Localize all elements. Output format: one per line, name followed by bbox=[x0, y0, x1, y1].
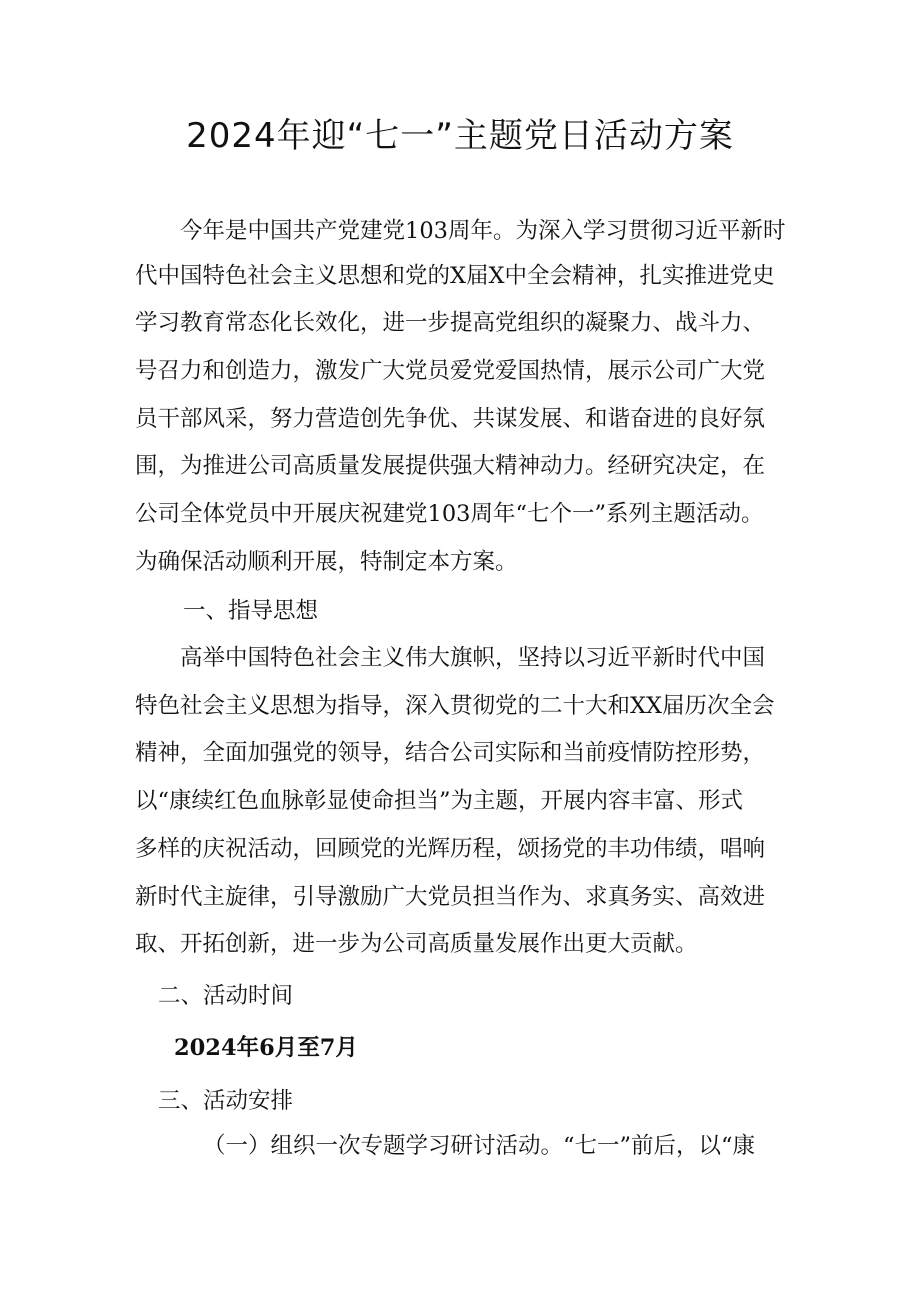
guiding-line-3: 精神，全面加强党的领导，结合公司实际和当前疫情防控形势， bbox=[135, 740, 766, 766]
arrangement-line-1: （一）组织一次专题学习研讨活动。“七一”前后，以“康 bbox=[203, 1133, 756, 1159]
section-heading-activity-arrangement: 三、活动安排 bbox=[158, 1088, 294, 1114]
document-title: 2024年迎“七一”主题党日活动方案 bbox=[186, 116, 734, 156]
intro-line-2: 代中国特色社会主义思想和党的X届X中全会精神，扎实推进党史 bbox=[135, 263, 775, 289]
intro-line-4: 号召力和创造力，激发广大党员爱党爱国热情，展示公司广大党 bbox=[135, 358, 766, 384]
guiding-line-1: 高举中国特色社会主义伟大旗帜，坚持以习近平新时代中国 bbox=[180, 645, 766, 671]
section-heading-guiding-thought: 一、指导思想 bbox=[183, 598, 319, 624]
intro-line-6: 围，为推进公司高质量发展提供强大精神动力。经研究决定，在 bbox=[135, 453, 766, 479]
intro-line-1: 今年是中国共产党建党103周年。为深入学习贯彻习近平新时 bbox=[180, 218, 786, 244]
section-heading-activity-time: 二、活动时间 bbox=[158, 983, 294, 1009]
intro-line-5: 员干部风采，努力营造创先争优、共谋发展、和谐奋进的良好氛 bbox=[135, 406, 766, 432]
guiding-line-7: 取、开拓创新，进一步为公司高质量发展作出更大贡献。 bbox=[135, 931, 698, 957]
guiding-line-6: 新时代主旋律，引导激励广大党员担当作为、求真务实、高效进 bbox=[135, 884, 766, 910]
guiding-line-4: 以“康续红色血脉彰显使命担当”为主题，开展内容丰富、形式 bbox=[135, 788, 744, 814]
intro-line-7: 公司全体党员中开展庆祝建党103周年“七个一”系列主题活动。 bbox=[135, 501, 764, 527]
intro-line-8: 为确保活动顺利开展，特制定本方案。 bbox=[135, 549, 518, 575]
guiding-line-2: 特色社会主义思想为指导，深入贯彻党的二十大和XX届历次全会 bbox=[135, 693, 775, 719]
intro-line-3: 学习教育常态化长效化，进一步提高党组织的凝聚力、战斗力、 bbox=[135, 310, 766, 336]
activity-time-value: 2024年6月至7月 bbox=[174, 1035, 358, 1061]
guiding-line-5: 多样的庆祝活动，回顾党的光辉历程，颂扬党的丰功伟绩，唱响 bbox=[135, 836, 766, 862]
